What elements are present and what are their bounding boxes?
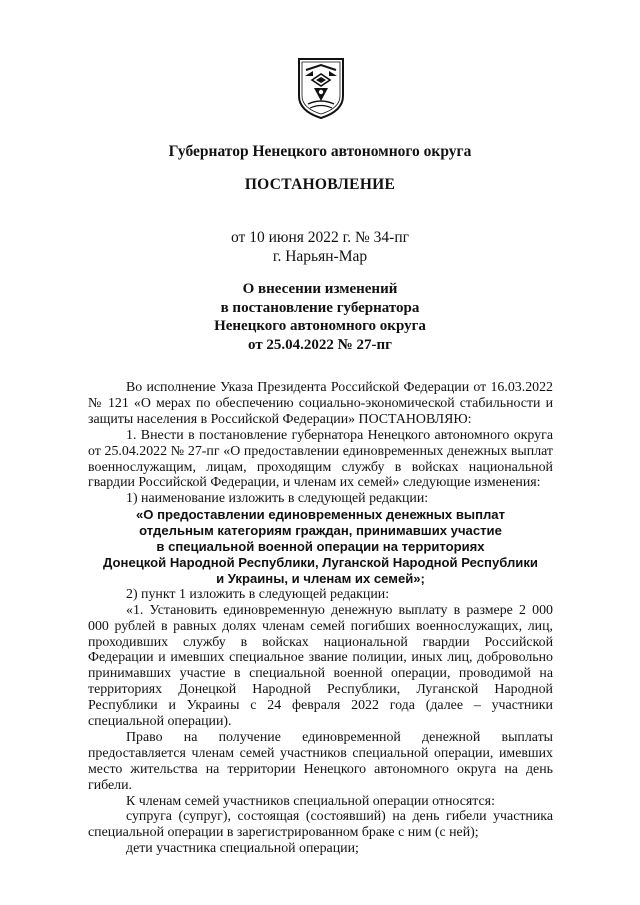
paragraph-subitem-2: 2) пункт 1 изложить в следующей редакции: <box>126 586 390 602</box>
paragraph-spouse: супруга (супруг), состоящая (состоявший) на день гибели участника специальной операции в зарегистрированном браке с ним (с ней); <box>88 809 553 841</box>
quoted-title-line: «О предоставлении единовременных денежных выплат <box>135 507 505 523</box>
paragraph-point-1: «1. Установить единовременную денежную выплату в размере 2 000 000 рублей в равных долях членам семей погибших военнослужащих, лиц, проходивших службу в войсках национальной гвардии Российской Федерации и имевших специальное звание полиции, иных лиц, добровольно принимавших участие в специальной военной операции, проводимой на территориях Донецкой Народной Республики, Луганской Народной Республики и Украины с 24 февраля 2022 года (далее – участники специальной операции). <box>88 602 553 730</box>
authority-heading: Губернатор Ненецкого автономного округа <box>168 143 472 160</box>
paragraph-item-1: 1. Внести в постановление губернатора Ненецкого автономного округа от 25.04.2022 № 27-пг «О предоставлении единовременных денежных выплат военнослужащим, лицам, проходящим службу в войсках национальной гвардии Российской Федерации, и членам их семей» следующие изменения: <box>88 427 553 491</box>
quoted-title-line: и Украины, и членам их семей»; <box>216 570 425 586</box>
quoted-title-line: отдельным категориям граждан, принимавших участие <box>139 523 502 539</box>
document-city: г. Нарьян-Мар <box>272 248 368 265</box>
paragraph-children: дети участника специальной операции; <box>126 841 359 857</box>
subject-line: от 25.04.2022 № 27-пг <box>248 336 392 353</box>
subject-line: в постановление губернатора <box>220 299 420 316</box>
quoted-title-line: в специальной военной операции на территориях <box>156 539 485 555</box>
subject-line: О внесении изменений <box>242 281 398 297</box>
paragraph-family-members: К членам семей участников специальной операции относятся: <box>126 793 495 809</box>
quoted-title <box>88 507 553 587</box>
paragraph-right: Право на получение единовременной денежной выплаты предоставляется членам семей участников специальной операции, имевших место жительства на территории Ненецкого автономного округа на день гибели. <box>88 729 553 793</box>
paragraph-preamble: Во исполнение Указа Президента Российской Федерации от 16.03.2022 № 121 «О мерах по обеспечению социально-экономической стабильности и защиты населения в Российской Федерации» ПОСТАНОВЛЯЮ: <box>88 380 553 427</box>
document-body <box>88 380 553 857</box>
coat-of-arms-icon <box>296 56 346 120</box>
document-subject <box>0 280 640 354</box>
paragraph-subitem-1: 1) наименование изложить в следующей редакции: <box>126 491 429 507</box>
document-type: ПОСТАНОВЛЕНИЕ <box>244 176 396 193</box>
quoted-title-line: Донецкой Народной Республики, Луганской Народной Республики <box>103 554 538 570</box>
subject-line: Ненецкого автономного округа <box>214 318 426 334</box>
document-date-number: от 10 июня 2022 г. № 34-пг <box>231 229 409 246</box>
